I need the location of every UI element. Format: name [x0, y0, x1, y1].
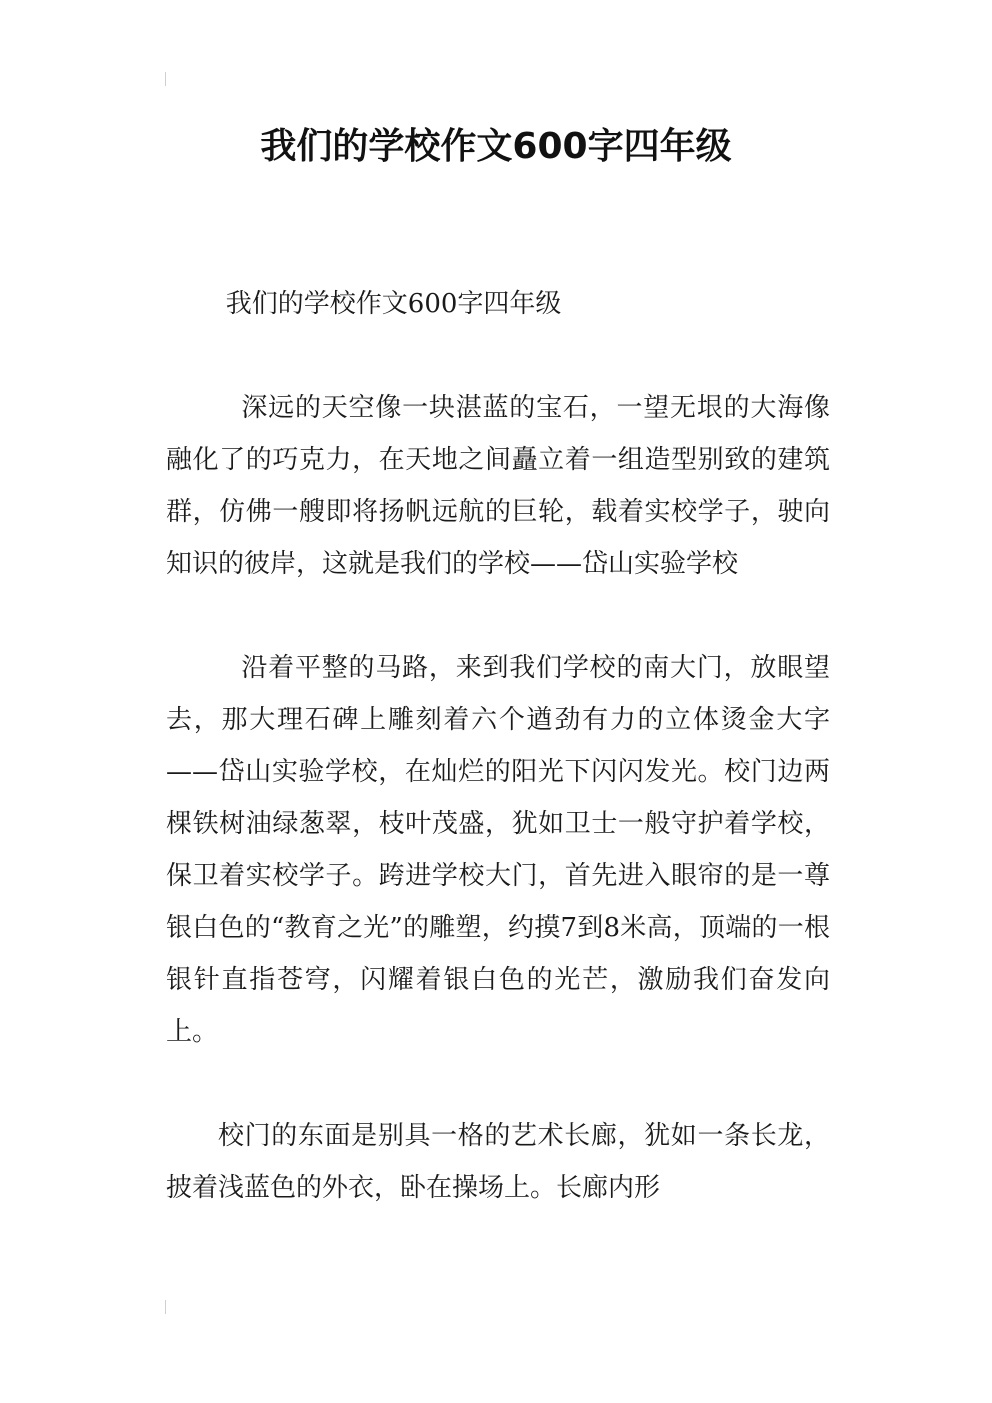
paragraph-1: 深远的天空像一块湛蓝的宝石，一望无垠的大海像融化了的巧克力，在天地之间矗立着一组造型别致的建筑群，仿佛一艘即将扬帆远航的巨轮，载着实校学子，驶向知识的彼岸，这就是我们的学校——岱山实验学校	[166, 393, 830, 579]
document-subtitle: 我们的学校作文600字四年级	[225, 289, 562, 319]
document-title: 我们的学校作文600字四年级	[260, 126, 732, 167]
page-corner-mark-top	[165, 72, 166, 86]
paragraph-3: 校门的东面是别具一格的艺术长廊，犹如一条长龙，披着浅蓝色的外衣，卧在操场上。长廊内形	[166, 1121, 830, 1203]
document-body	[166, 278, 830, 1214]
page-corner-mark-bottom	[165, 1300, 166, 1314]
paragraph-2: 沿着平整的马路，来到我们学校的南大门，放眼望去，那大理石碑上雕刻着六个遒劲有力的立体烫金大字——岱山实验学校，在灿烂的阳光下闪闪发光。校门边两棵铁树油绿葱翠，枝叶茂盛，犹如卫士一般守护着学校，保卫着实校学子。跨进学校大门，首先进入眼帘的是一尊银白色的“教育之光”的雕塑，约摸7到8米高，顶端的一根银针直指苍穹，闪耀着银白色的光芒，激励我们奋发向上。	[166, 653, 830, 1047]
